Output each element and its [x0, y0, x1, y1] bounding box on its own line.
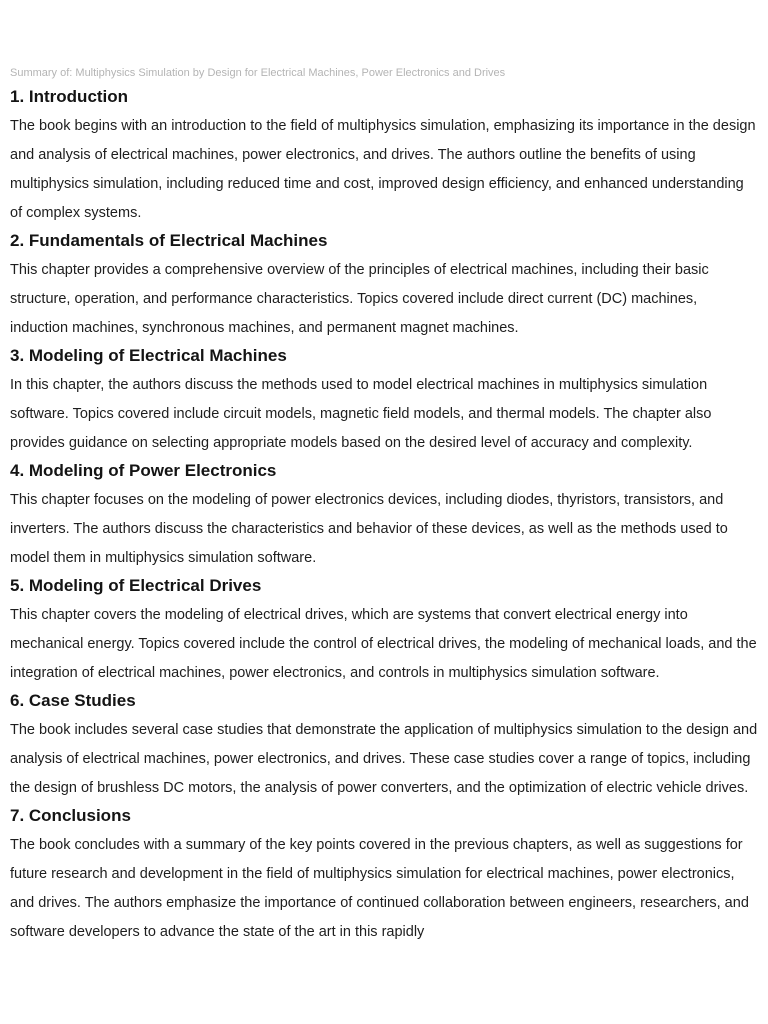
section-heading: 6. Case Studies	[10, 691, 136, 710]
section-body: The book includes several case studies that demonstrate the application of multiphysics simulation to the design and analysis of electrical machines, power electronics, and drives. These case studies cover a range of topics, including the design of brushless DC motors, the analysis of power converters, and the optimization of electric vehicle drives.	[10, 722, 758, 796]
section-modeling-machines	[10, 345, 758, 458]
section-body: In this chapter, the authors discuss the methods used to model electrical machines in multiphysics simulation software. Topics covered include circuit models, magnetic field models, and thermal models. The chapter also provides guidance on selecting appropriate models based on the desired level of accuracy and complexity.	[10, 377, 712, 451]
section-body: This chapter provides a comprehensive overview of the principles of electrical machines, including their basic structure, operation, and performance characteristics. Topics covered include direct current (DC) machines, induction machines, synchronous machines, and permanent magnet machines.	[10, 262, 709, 336]
section-body: The book concludes with a summary of the key points covered in the previous chapters, as well as suggestions for future research and development in the field of multiphysics simulation for electrical machines, power electronics, and drives. The authors emphasize the importance of continued collaboration between engineers, researchers, and software developers to advance the state of the art in this rapidly	[10, 837, 749, 940]
section-heading: 7. Conclusions	[10, 806, 131, 825]
section-body: The book begins with an introduction to the field of multiphysics simulation, emphasizing its importance in the design and analysis of electrical machines, power electronics, and drives. The authors outline the benefits of using multiphysics simulation, including reduced time and cost, improved design efficiency, and enhanced understanding of complex systems.	[10, 118, 756, 221]
section-conclusions	[10, 805, 758, 947]
section-modeling-drives	[10, 575, 758, 688]
section-case-studies	[10, 690, 758, 803]
document-title: Summary of: Multiphysics Simulation by Design for Electrical Machines, Power Electronics and Drives	[10, 67, 506, 79]
section-heading: 4. Modeling of Power Electronics	[10, 461, 277, 480]
section-introduction	[10, 86, 758, 228]
section-modeling-power-electronics	[10, 460, 758, 573]
section-heading: 5. Modeling of Electrical Drives	[10, 576, 262, 595]
section-heading: 1. Introduction	[10, 87, 129, 106]
section-heading: 2. Fundamentals of Electrical Machines	[10, 231, 328, 250]
section-fundamentals	[10, 230, 758, 343]
section-body: This chapter focuses on the modeling of power electronics devices, including diodes, thyristors, transistors, and inverters. The authors discuss the characteristics and behavior of these devices, as well as the methods used to model them in multiphysics simulation software.	[10, 492, 728, 566]
section-heading: 3. Modeling of Electrical Machines	[10, 346, 287, 365]
section-body: This chapter covers the modeling of electrical drives, which are systems that convert electrical energy into mechanical energy. Topics covered include the control of electrical drives, the modeling of mechanical loads, and the integration of electrical machines, power electronics, and controls in multiphysics simulation software.	[10, 607, 757, 681]
